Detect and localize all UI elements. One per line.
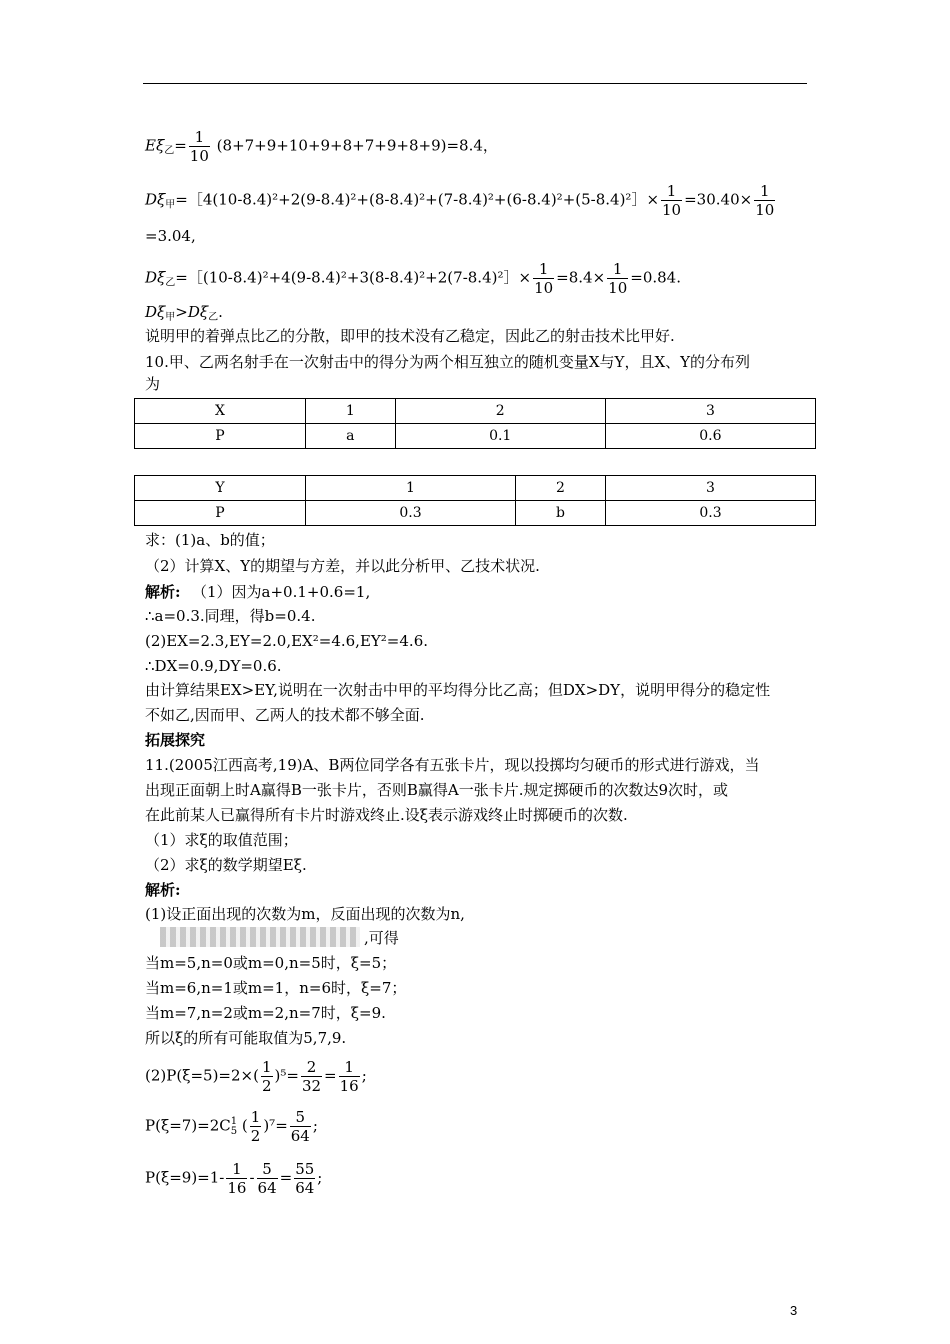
table-y — [134, 475, 816, 526]
page-number: 3 — [790, 1303, 798, 1318]
q10-line2: 为 — [145, 375, 161, 393]
table-cell: P — [135, 424, 306, 449]
table-row — [135, 501, 816, 526]
s11-line2: ,可得 — [364, 929, 399, 947]
e-yi-line: $E\xi_乙=$ $\frac{1}{10}$ (8+7+9+10+9+8+7+9+8+9)=8.4， — [145, 128, 498, 165]
sol1: （1）因为a+0.1+0.6=1, — [192, 583, 371, 601]
q11-line2: 出现正面朝上时A赢得B一张卡片，否则B赢得A一张卡片.规定掷硬币的次数达9次时，或 — [145, 781, 729, 799]
d-jia-result: =3.04, — [145, 227, 196, 245]
d-jia-line: $D\xi_甲=[4(10-8.4)^2+2(9-8.4)^2+(8-8.4)^2+(7-8.4)^2+(6-8.4)^2+(5-8.4)^2]\times$ $\frac{1}{10}$ =30.40× $\frac{1}{10}$ — [145, 182, 775, 219]
explain-text: 说明甲的着弹点比乙的分散，即甲的技术没有乙稳定，因此乙的射击技术比甲好. — [145, 327, 675, 345]
p-xi5-line: (2)P(ξ=5)=2×( $\frac{1}{2}$ )⁵= $\frac{2}{32}$ = $\frac{1}{16}$ ; — [145, 1058, 367, 1095]
header-rule — [143, 83, 807, 84]
q10-line1: 10.甲、乙两名射手在一次射击中的得分为两个相互独立的随机变量X与Y，且X、Y的分布列 — [145, 353, 751, 371]
solution-label: 解析: — [145, 583, 181, 601]
table-x — [134, 398, 816, 449]
q11-part-b: （2）求ξ的数学期望Eξ. — [145, 856, 307, 874]
ask1: 求：(1)a、b的值； — [145, 531, 275, 549]
d-yi-line: $D\xi_乙=[(10-8.4)^2+4(9-8.4)^2+3(8-8.4)^2+2(7-8.4)^2]\times$ $\frac{1}{10}$ =8.4× $\frac{1}{10}$ =0.84. — [145, 260, 681, 297]
sol4: ∴DX=0.9,DY=0.6. — [145, 657, 282, 675]
table-cell: P — [135, 501, 306, 526]
sol5: 由计算结果EX>EY,说明在一次射击中甲的平均得分比乙高；但DX>DY，说明甲得分的稳定性 — [145, 681, 771, 699]
sol3: (2)EX=2.3,EY=2.0,EX²=4.6,EY²=4.6. — [145, 632, 429, 650]
table-cell: 3 — [605, 399, 815, 424]
s11-line1: (1)设正面出现的次数为m，反面出现的次数为n, — [145, 905, 465, 923]
table-cell: 0.3 — [605, 501, 815, 526]
sol2: ∴a=0.3.同理，得b=0.4. — [145, 607, 316, 625]
s11-line5: 当m=7,n=2或m=2,n=7时，ξ=9. — [145, 1004, 386, 1022]
table-row — [135, 476, 816, 501]
p-xi9-line: P(ξ=9)=1- $\frac{1}{16}$ - $\frac{5}{64}$ = $\frac{55}{64}$ ; — [145, 1160, 323, 1197]
ask2: （2）计算X、Y的期望与方差，并以此分析甲、乙技术状况. — [145, 557, 540, 575]
table-cell: 2 — [516, 476, 606, 501]
p-xi7-line: P(ξ=7)=2C 1 5 ( $\frac{1}{2}$ )⁷= $\frac{5}{64}$ ; — [145, 1108, 318, 1145]
q11-line3: 在此前某人已赢得所有卡片时游戏终止.设ξ表示游戏终止时掷硬币的次数. — [145, 806, 628, 824]
table-cell: Y — [135, 476, 306, 501]
table-cell: X — [135, 399, 306, 424]
sol6: 不如乙,因而甲、乙两人的技术都不够全面. — [145, 706, 425, 724]
s11-line3: 当m=5,n=0或m=0,n=5时，ξ=5； — [145, 954, 397, 972]
fraction: $\frac{1}{10}$ — [189, 128, 209, 165]
solution11-label: 解析: — [145, 881, 181, 899]
table-cell: 0.3 — [306, 501, 516, 526]
table-cell: 0.1 — [395, 424, 605, 449]
s11-line6: 所以ξ的所有可能取值为5,7,9. — [145, 1029, 347, 1047]
table-cell: a — [306, 424, 396, 449]
blurred-formula-image — [160, 927, 360, 947]
section-title: 拓展探究 — [145, 731, 206, 749]
table-cell: 3 — [605, 476, 815, 501]
q11-part-a: （1）求ξ的取值范围； — [145, 831, 298, 849]
compare-line: $D\xi_甲>D\xi_乙$. — [145, 303, 223, 323]
s11-line4: 当m=6,n=1或m=1，n=6时，ξ=7； — [145, 979, 407, 997]
table-cell: 1 — [306, 476, 516, 501]
table-row — [135, 399, 816, 424]
table-cell: 0.6 — [605, 424, 815, 449]
table-cell: 1 — [306, 399, 396, 424]
table-row — [135, 424, 816, 449]
table-cell: 2 — [395, 399, 605, 424]
table-cell: b — [516, 501, 606, 526]
q11-line1: 11.(2005江西高考,19)A、B两位同学各有五张卡片，现以投掷均匀硬币的形式进行游戏，当 — [145, 756, 760, 774]
